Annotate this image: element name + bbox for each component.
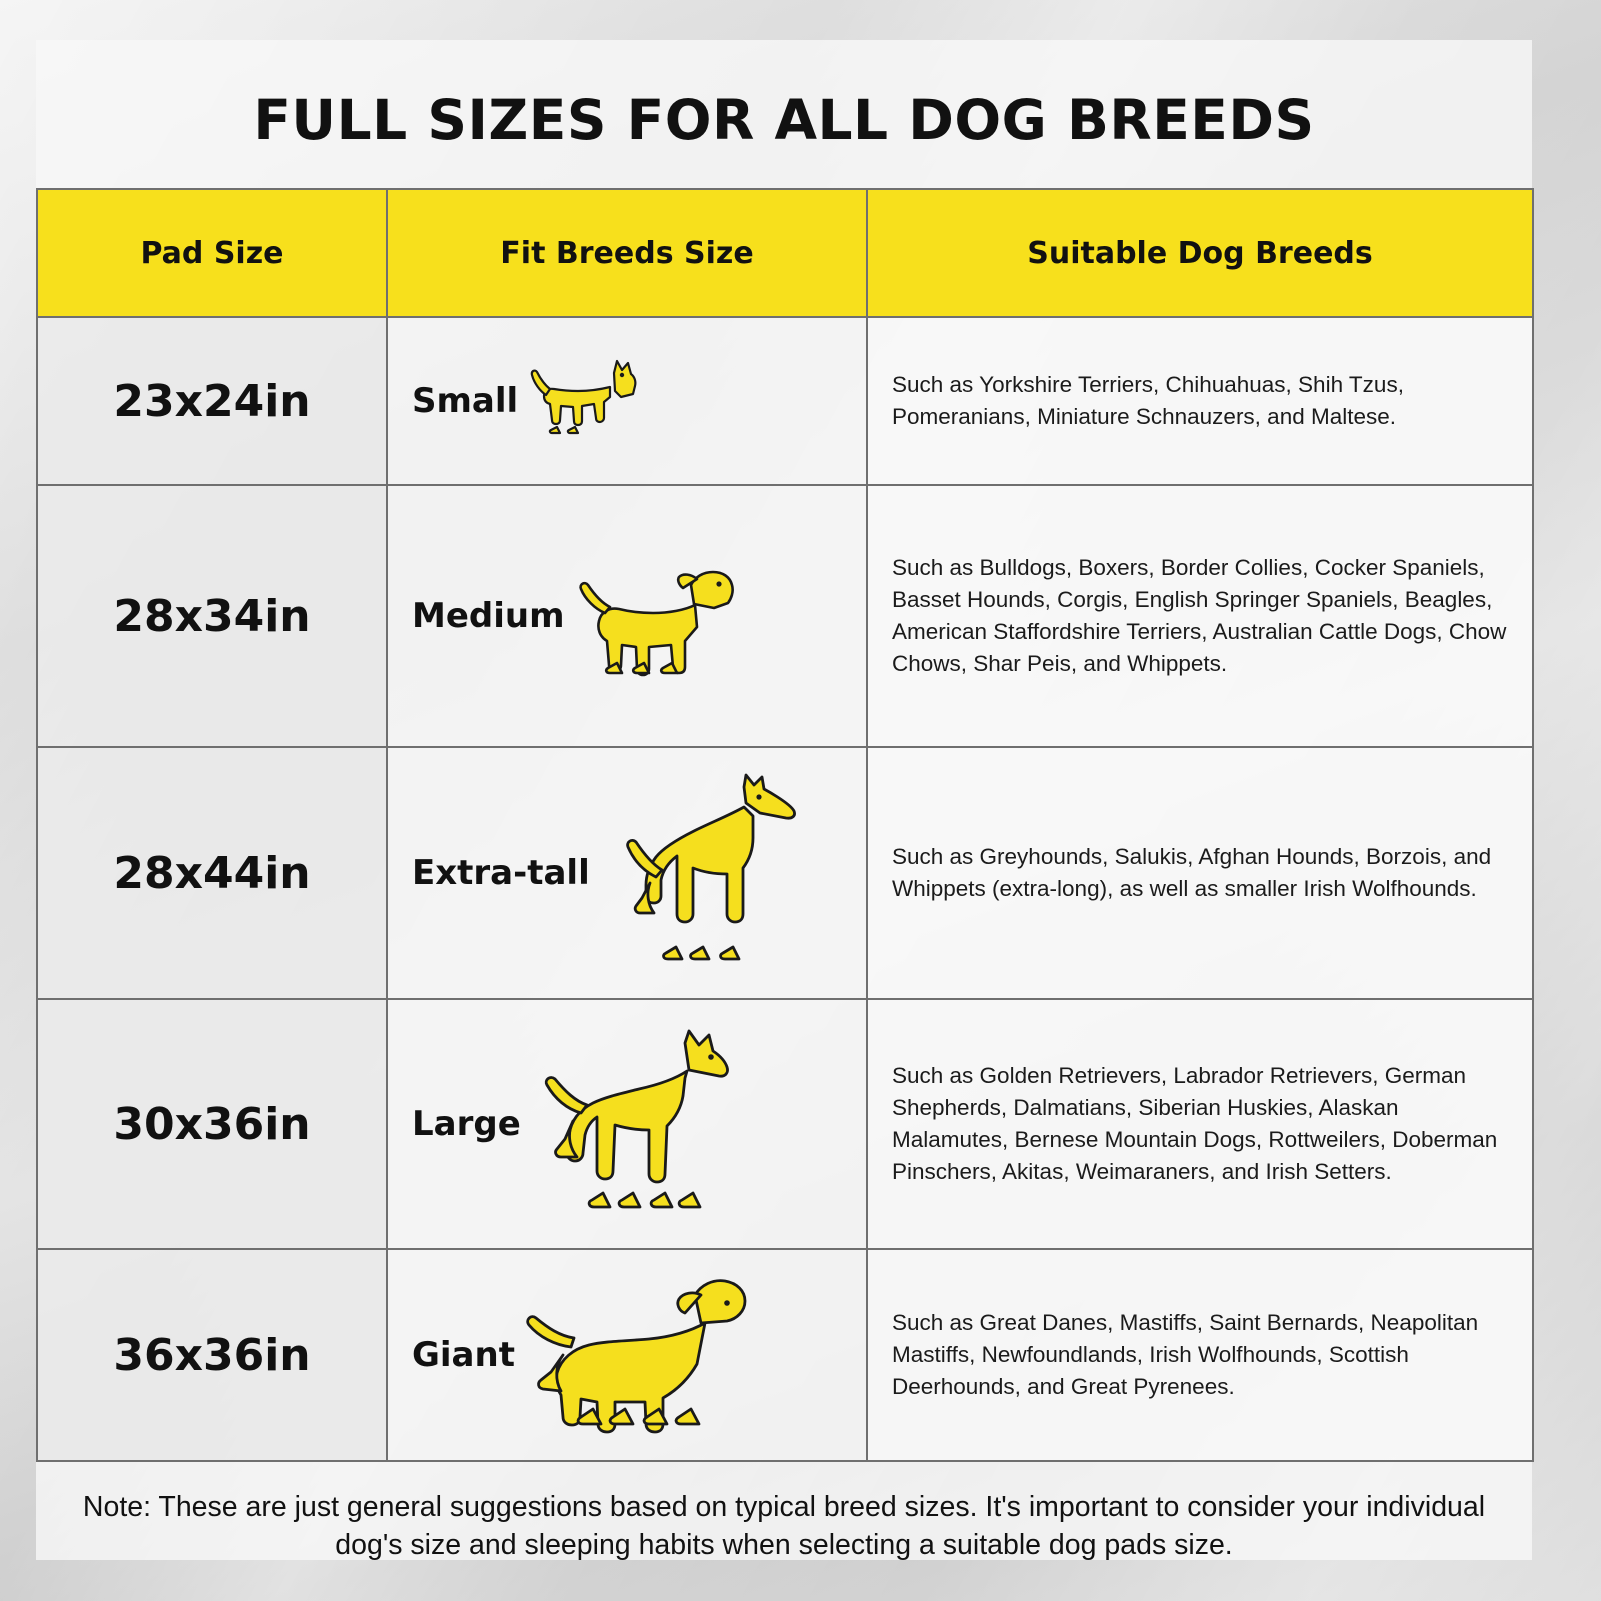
fit-size-label: Small bbox=[412, 381, 519, 421]
page-title: FULL SIZES FOR ALL DOG BREEDS bbox=[253, 88, 1315, 152]
breeds-cell: Such as Greyhounds, Salukis, Afghan Hounds, Borzois, and Whippets (extra-long), as well as smaller Irish Wolfhounds. bbox=[867, 747, 1533, 999]
fit-size-label: Medium bbox=[412, 596, 565, 636]
pad-size-cell: 23x24in bbox=[37, 317, 387, 485]
breeds-cell: Such as Yorkshire Terriers, Chihuahuas, Shih Tzus, Pomeranians, Miniature Schnauzers, and Maltese. bbox=[867, 317, 1533, 485]
fit-size-label: Extra-tall bbox=[412, 853, 590, 893]
breeds-cell: Such as Great Danes, Mastiffs, Saint Bernards, Neapolitan Mastiffs, Newfoundlands, Irish Wolfhounds, Scottish Deerhounds, and Great Pyrenees. bbox=[867, 1249, 1533, 1461]
header-suitable-dog-breeds: Suitable Dog Breeds bbox=[867, 189, 1533, 317]
info-card bbox=[36, 40, 1532, 1560]
medium-dog-icon bbox=[569, 551, 749, 681]
pad-size-cell: 28x44in bbox=[37, 747, 387, 999]
header-fit-breeds-size: Fit Breeds Size bbox=[387, 189, 867, 317]
fit-size-cell bbox=[387, 485, 867, 747]
table-header bbox=[37, 189, 1533, 317]
pad-size-cell: 36x36in bbox=[37, 1249, 387, 1461]
fit-size-cell bbox=[387, 999, 867, 1249]
fit-size-label: Giant bbox=[412, 1335, 515, 1375]
giant-dog-icon bbox=[519, 1273, 769, 1438]
fit-size-label: Large bbox=[412, 1104, 521, 1144]
table-row bbox=[37, 317, 1533, 485]
fit-size-cell bbox=[387, 1249, 867, 1461]
dog-size-table bbox=[36, 188, 1534, 1462]
fit-size-cell bbox=[387, 317, 867, 485]
breeds-cell: Such as Bulldogs, Boxers, Border Collies, Cocker Spaniels, Basset Hounds, Corgis, English Springer Spaniels, Beagles, American Staffordshire Terriers, Australian Cattle Dogs, Chow Chows, Shar Peis, and Whippets. bbox=[867, 485, 1533, 747]
table-row bbox=[37, 1249, 1533, 1461]
breeds-cell: Such as Golden Retrievers, Labrador Retrievers, German Shepherds, Dalmatians, Siberian Huskies, Alaskan Malamutes, Bernese Mountain Dogs, Rottweilers, Doberman Pinschers, Akitas, Weimaraners, and Irish Setters. bbox=[867, 999, 1533, 1249]
table-body bbox=[37, 317, 1533, 1461]
small-dog-icon bbox=[522, 351, 642, 451]
large-dog-icon bbox=[525, 1029, 755, 1219]
table-row bbox=[37, 747, 1533, 999]
table-row bbox=[37, 999, 1533, 1249]
fit-size-cell bbox=[387, 747, 867, 999]
header-pad-size: Pad Size bbox=[37, 189, 387, 317]
extra-tall-dog-icon bbox=[594, 773, 814, 973]
pad-size-cell: 30x36in bbox=[37, 999, 387, 1249]
pad-size-cell: 28x34in bbox=[37, 485, 387, 747]
note-text: Note: These are just general suggestions based on typical breed sizes. It's important to consider your individual dog's size and sleeping habits when selecting a suitable dog pads size. bbox=[82, 1491, 1486, 1562]
table-row bbox=[37, 485, 1533, 747]
table-header-row bbox=[37, 189, 1533, 317]
